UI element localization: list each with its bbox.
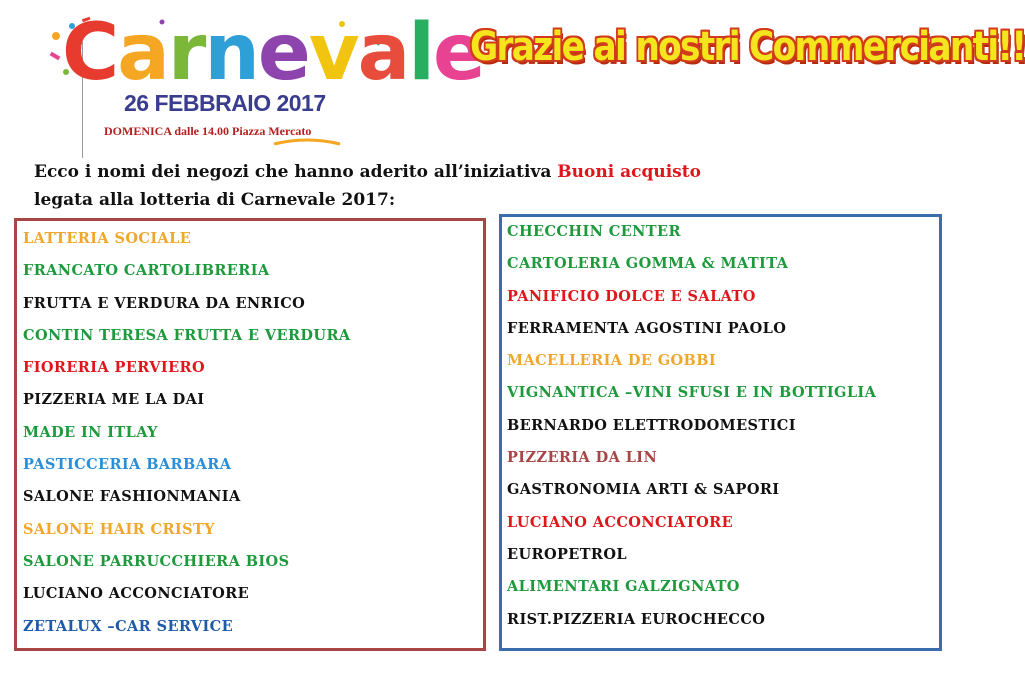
shop-list-item: SALONE HAIR CRISTY <box>23 520 215 538</box>
shop-list-item: CHECCHIN CENTER <box>507 223 681 240</box>
shop-list-item: FRUTTA E VERDURA DA ENRICO <box>23 294 306 312</box>
shop-list-item: FERRAMENTA AGOSTINI PAOLO <box>507 319 787 337</box>
logo-letter: r <box>167 8 205 98</box>
shop-list-item: MADE IN ITLAY <box>23 423 158 441</box>
logo-letter: v <box>308 8 358 98</box>
logo-letter: a <box>117 8 168 98</box>
event-time-location: DOMENICA dalle 14.00 Piazza Mercato <box>104 124 312 138</box>
logo-letter: a <box>357 8 409 98</box>
shop-list-item: ALIMENTARI GALZIGNATO <box>507 578 740 596</box>
shop-list-item: FIORERIA PERVIERO <box>23 359 205 377</box>
shop-list-item: ZETALUX –CAR SERVICE <box>23 617 234 635</box>
shop-list-item: LUCIANO ACCONCIATORE <box>507 513 734 531</box>
logo-word <box>62 8 484 98</box>
shop-list-item: MACELLERIA DE GOBBI <box>507 352 717 370</box>
carnevale-logo <box>42 8 484 144</box>
shop-list-item: GASTRONOMIA ARTI & SAPORI <box>507 481 780 499</box>
logo-letter: n <box>204 8 258 98</box>
shop-list-item: FRANCATO CARTOLIBRERIA <box>23 262 270 280</box>
thanks-headline: Grazie ai nostri Commercianti!! <box>470 24 1025 70</box>
swoosh-decoration <box>272 138 342 148</box>
logo-letter: e <box>433 8 484 98</box>
vouchers-highlight: Buoni acquisto <box>557 162 701 182</box>
shop-list-left <box>23 227 351 647</box>
intro-line-1-text: Ecco i nomi dei negozi che hanno aderito all’iniziativa <box>34 162 558 182</box>
shop-list-item: LUCIANO ACCONCIATORE <box>23 585 250 603</box>
intro-line-1 <box>34 158 934 186</box>
logo-letter: e <box>257 8 309 98</box>
shop-list-item: VIGNANTICA –VINI SFUSI E IN BOTTIGLIA <box>507 384 877 402</box>
shop-list-item: SALONE PARRUCCHIERA BIOS <box>23 552 290 570</box>
shop-list-item: PANIFICIO DOLCE E SALATO <box>507 287 756 305</box>
shop-list-item: PIZZERIA DA LIN <box>507 449 658 467</box>
event-date: 26 FEBBRAIO 2017 <box>124 90 326 116</box>
shop-list-item: EUROPETROL <box>507 545 627 563</box>
logo-letter: l <box>408 8 434 98</box>
shop-list-right <box>507 220 876 640</box>
shops-box-left <box>14 218 486 651</box>
shop-list-item: CONTIN TERESA FRUTTA E VERDURA <box>23 326 351 344</box>
shop-list-item: BERNARDO ELETTRODOMESTICI <box>507 416 796 434</box>
logo-letter: C <box>62 8 118 98</box>
shops-box-right <box>499 214 942 651</box>
shop-list-item: SALONE FASHIONMANIA <box>23 488 241 506</box>
shop-list-item: PASTICCERIA BARBARA <box>23 456 232 474</box>
intro-text <box>34 158 934 214</box>
intro-line-2: legata alla lotteria di Carnevale 2017: <box>34 190 396 210</box>
shop-list-item: PIZZERIA ME LA DAI <box>23 391 205 409</box>
shop-list-item: CARTOLERIA GOMMA & MATITA <box>507 255 789 273</box>
shop-list-item: LATTERIA SOCIALE <box>23 230 192 247</box>
shop-list-item: RIST.PIZZERIA EUROCHECCO <box>507 610 766 628</box>
